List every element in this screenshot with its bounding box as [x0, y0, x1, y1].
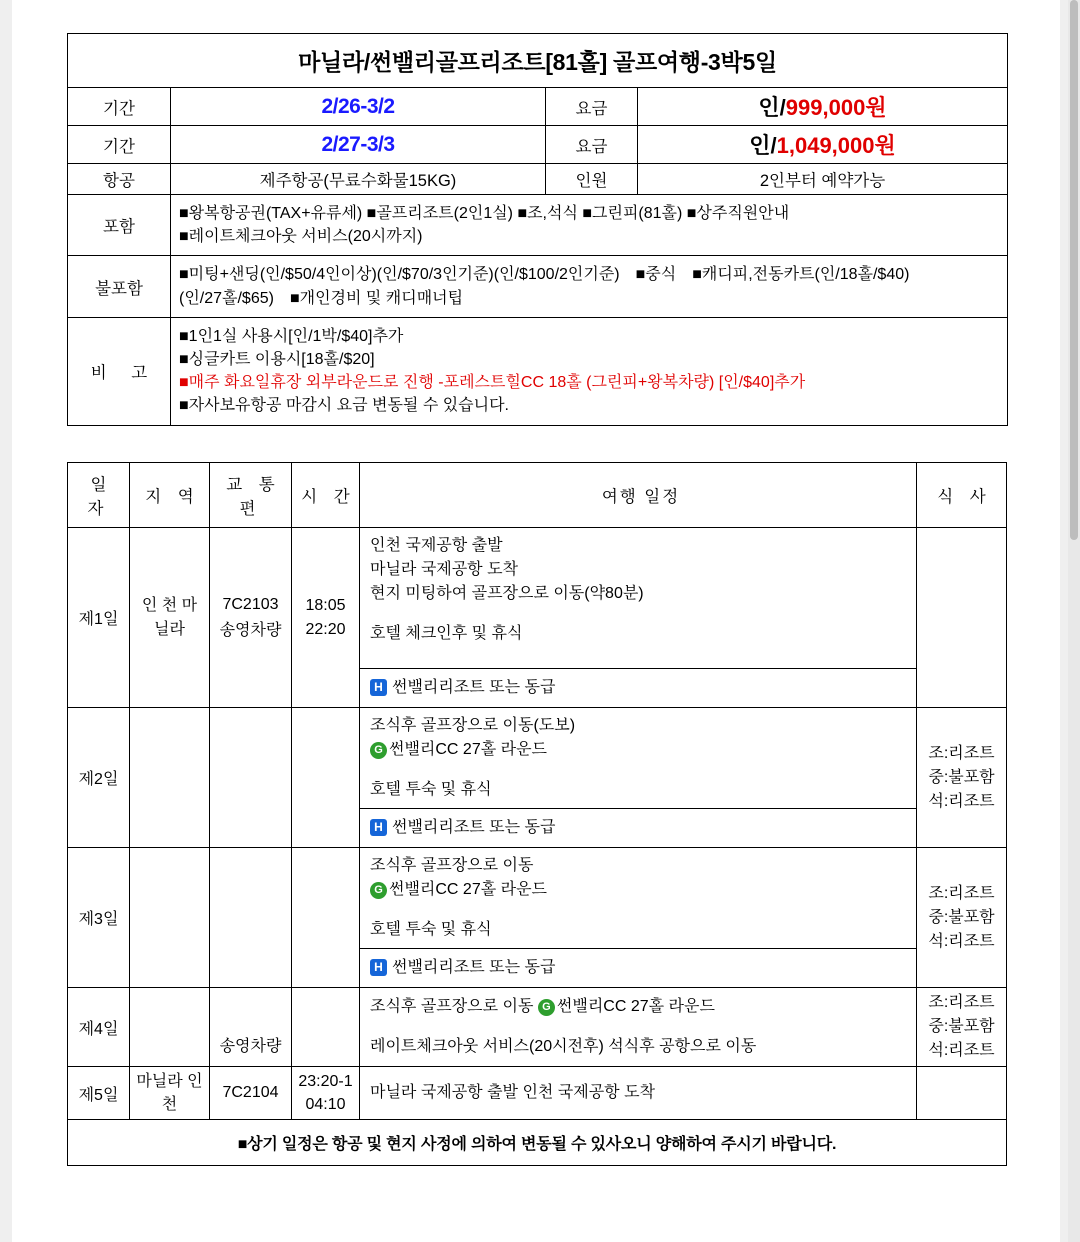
transport-cell	[210, 1067, 292, 1120]
transport-shuttle: 송영차량	[219, 621, 282, 639]
golf-icon: G	[538, 999, 555, 1016]
meal-line: 중:불포함	[928, 768, 995, 786]
meal-cell	[917, 848, 1007, 988]
golf-text: 썬밸리CC 27홀 라운드	[389, 881, 547, 898]
period-label-2: 기간	[68, 126, 171, 164]
exclude-line: (인/27홀/$65) ■개인경비 및 캐디매너팁	[179, 289, 464, 307]
meal-line: 석:리조트	[928, 1042, 995, 1059]
time-cell	[292, 708, 360, 848]
package-info-table	[67, 33, 1008, 426]
schedule-text	[360, 528, 916, 668]
meal-cell	[917, 528, 1007, 708]
schedule-spacer	[370, 646, 912, 662]
footer-note: ■상기 일정은 항공 및 현지 사정에 의하여 변동될 수 있사오니 양해하여 주시기 바랍니다.	[68, 1120, 1007, 1166]
include-content	[171, 195, 1008, 256]
exclude-content	[171, 256, 1008, 317]
schedule-line: 호텔 투숙 및 휴식	[370, 921, 492, 938]
time-cell	[292, 1067, 360, 1120]
airline-value: 제주항공(무료수화물15KG)	[171, 164, 546, 195]
transport-cell	[210, 988, 292, 1067]
fare-amount-2: 1,049,000원	[776, 133, 896, 158]
table-row	[68, 1120, 1007, 1166]
schedule-line: 호텔 투숙 및 휴식	[370, 781, 492, 798]
airline-label: 항공	[68, 164, 171, 195]
scrollbar-thumb[interactable]	[1070, 0, 1078, 540]
schedule-text	[360, 848, 916, 948]
transport-shuttle: 송영차량	[219, 1038, 282, 1056]
schedule-line: 석식후 공항으로 이동	[608, 1038, 757, 1055]
day-label: 제1일	[68, 528, 130, 708]
time-line: 22:20	[305, 620, 346, 638]
day-label: 제3일	[68, 848, 130, 988]
remark-line: ■싱글카트 이용시[18홀/$20]	[179, 350, 375, 368]
time-cell	[292, 988, 360, 1067]
flight-number: 7C2103	[222, 595, 279, 613]
day-label: 제4일	[68, 988, 130, 1067]
golf-text: 썬밸리CC 27홀 라운드	[556, 998, 715, 1015]
schedule-line: 조식후 골프장으로 이동	[370, 998, 534, 1015]
table-row	[68, 708, 1007, 848]
remark-content	[171, 317, 1008, 425]
hotel-icon: H	[370, 819, 387, 836]
schedule-spacer	[370, 902, 912, 918]
itinerary-header-row	[68, 463, 1007, 528]
hotel-row	[360, 668, 916, 707]
schedule-line: 조식후 골프장으로 이동	[370, 857, 534, 874]
transport-cell	[210, 848, 292, 988]
region-cell	[130, 528, 210, 708]
meal-line: 석:리조트	[928, 932, 995, 950]
itinerary-table	[67, 462, 1007, 1166]
golf-icon: G	[370, 742, 387, 759]
remark-line: ■자사보유항공 마감시 요금 변동될 수 있습니다.	[179, 397, 510, 415]
meal-line: 조:리조트	[928, 884, 995, 902]
schedule-line: 레이트체크아웃 서비스(20시전후)	[370, 1038, 604, 1055]
schedule-spacer	[370, 762, 912, 778]
time-line: 04:10	[305, 1096, 346, 1114]
meal-line: 조:리조트	[928, 744, 995, 762]
hotel-icon: H	[370, 959, 387, 976]
schedule-cell	[360, 528, 917, 708]
exclude-label: 불포함	[68, 256, 171, 317]
period-value-1: 2/26-3/2	[171, 88, 546, 126]
col-header-region: 지 역	[130, 463, 210, 528]
schedule-line: 마닐라 국제공항 출발	[370, 1084, 518, 1102]
include-label: 포함	[68, 195, 171, 256]
table-row	[68, 126, 1008, 164]
hotel-name: 썬밸리리조트 또는 동급	[392, 819, 556, 836]
region-cell	[130, 1067, 210, 1120]
remark-label: 비 고	[68, 317, 171, 425]
schedule-line: 마닐라 국제공항 도착	[370, 561, 518, 578]
time-cell	[292, 528, 360, 708]
fare-label-1: 요금	[546, 88, 638, 126]
meal-cell	[917, 988, 1007, 1067]
schedule-line: 호텔 체크인후 및 휴식	[370, 625, 523, 642]
time-line: 23:20-1	[298, 1073, 353, 1090]
day-label: 제5일	[68, 1067, 130, 1120]
table-row	[68, 34, 1008, 88]
region-cell	[130, 708, 210, 848]
col-header-meal: 식 사	[917, 463, 1007, 528]
region-line: 인 천	[141, 597, 178, 615]
include-line: ■레이트체크아웃 서비스(20시까지)	[179, 228, 423, 246]
table-row	[68, 1067, 1007, 1120]
schedule-text	[360, 708, 916, 808]
meal-line: 중:불포함	[928, 1018, 995, 1035]
region-line: 인 천	[161, 1073, 203, 1114]
schedule-line: 조식후 골프장으로 이동(도보)	[370, 717, 576, 734]
golf-line	[538, 998, 715, 1015]
page-title: 마닐라/썬밸리골프리조트[81홀] 골프여행-3박5일	[68, 34, 1008, 88]
fare-value-2	[638, 126, 1008, 164]
schedule-cell	[360, 848, 917, 988]
schedule-line: 인천 국제공항 도착	[522, 1084, 655, 1102]
flight-number: 7C2104	[222, 1084, 279, 1102]
schedule-cell	[360, 988, 917, 1067]
fare-prefix-2: 인/	[749, 133, 777, 158]
col-header-day: 일 자	[68, 463, 130, 528]
schedule-line: 인천 국제공항 출발	[370, 537, 503, 554]
golf-line	[370, 878, 912, 902]
col-header-transport: 교 통 편	[210, 463, 292, 528]
hotel-icon: H	[370, 679, 387, 696]
day-label: 제2일	[68, 708, 130, 848]
table-row	[68, 164, 1008, 195]
table-row	[68, 988, 1007, 1067]
hotel-row	[360, 948, 916, 987]
table-row	[68, 848, 1007, 988]
region-line: 마닐라	[136, 1073, 183, 1090]
fare-label-2: 요금	[546, 126, 638, 164]
remark-line-highlight: ■매주 화요일휴장 외부라운드로 진행 -포레스트힐CC 18홀 (그린피+왕복차량) [인/$40]추가	[179, 374, 806, 392]
region-line: 마닐라	[154, 597, 198, 638]
period-label-1: 기간	[68, 88, 171, 126]
golf-text: 썬밸리CC 27홀 라운드	[389, 741, 547, 758]
pax-label: 인원	[546, 164, 638, 195]
include-line: ■왕복항공권(TAX+유류세) ■골프리조트(2인1실) ■조,석식 ■그린피(81홀) ■상주직원안내	[179, 205, 790, 222]
meal-cell	[917, 1067, 1007, 1120]
col-header-schedule: 여행 일정	[360, 463, 917, 528]
meal-line: 조:리조트	[928, 994, 995, 1011]
meal-cell	[917, 708, 1007, 848]
golf-line	[370, 738, 912, 762]
schedule-cell	[360, 1067, 917, 1120]
golf-icon: G	[370, 882, 387, 899]
table-row	[68, 528, 1007, 708]
schedule-cell	[360, 708, 917, 848]
hotel-row	[360, 808, 916, 847]
table-row	[68, 317, 1008, 425]
hotel-name: 썬밸리리조트 또는 동급	[392, 959, 556, 976]
vertical-scrollbar[interactable]	[1068, 0, 1080, 1242]
schedule-spacer	[370, 606, 912, 622]
hotel-name: 썬밸리리조트 또는 동급	[392, 679, 556, 696]
meal-line: 중:불포함	[928, 908, 995, 926]
fare-amount-1: 999,000원	[785, 95, 887, 120]
table-row	[68, 195, 1008, 256]
time-cell	[292, 848, 360, 988]
schedule-line: 현지 미팅하여 골프장으로 이동(약80분)	[370, 585, 644, 602]
period-value-2: 2/27-3/3	[171, 126, 546, 164]
document-sheet	[12, 0, 1060, 1242]
fare-value-1	[638, 88, 1008, 126]
exclude-line: ■미팅+샌딩(인/$50/4인이상)(인/$70/3인기준)(인/$100/2인기준) ■중식 ■캐디피,전동카트(인/18홀/$40)	[179, 266, 910, 284]
fare-prefix-1: 인/	[758, 95, 786, 120]
table-row	[68, 256, 1008, 317]
region-cell	[130, 848, 210, 988]
time-line: 18:05	[305, 597, 346, 615]
meal-line: 석:리조트	[928, 792, 995, 810]
remark-line: ■1인1실 사용시[인/1박/$40]추가	[179, 327, 404, 345]
pax-value: 2인부터 예약가능	[638, 164, 1008, 195]
schedule-spacer	[370, 1019, 912, 1035]
transport-cell	[210, 528, 292, 708]
col-header-time: 시 간	[292, 463, 360, 528]
region-cell	[130, 988, 210, 1067]
table-row	[68, 88, 1008, 126]
transport-cell	[210, 708, 292, 848]
